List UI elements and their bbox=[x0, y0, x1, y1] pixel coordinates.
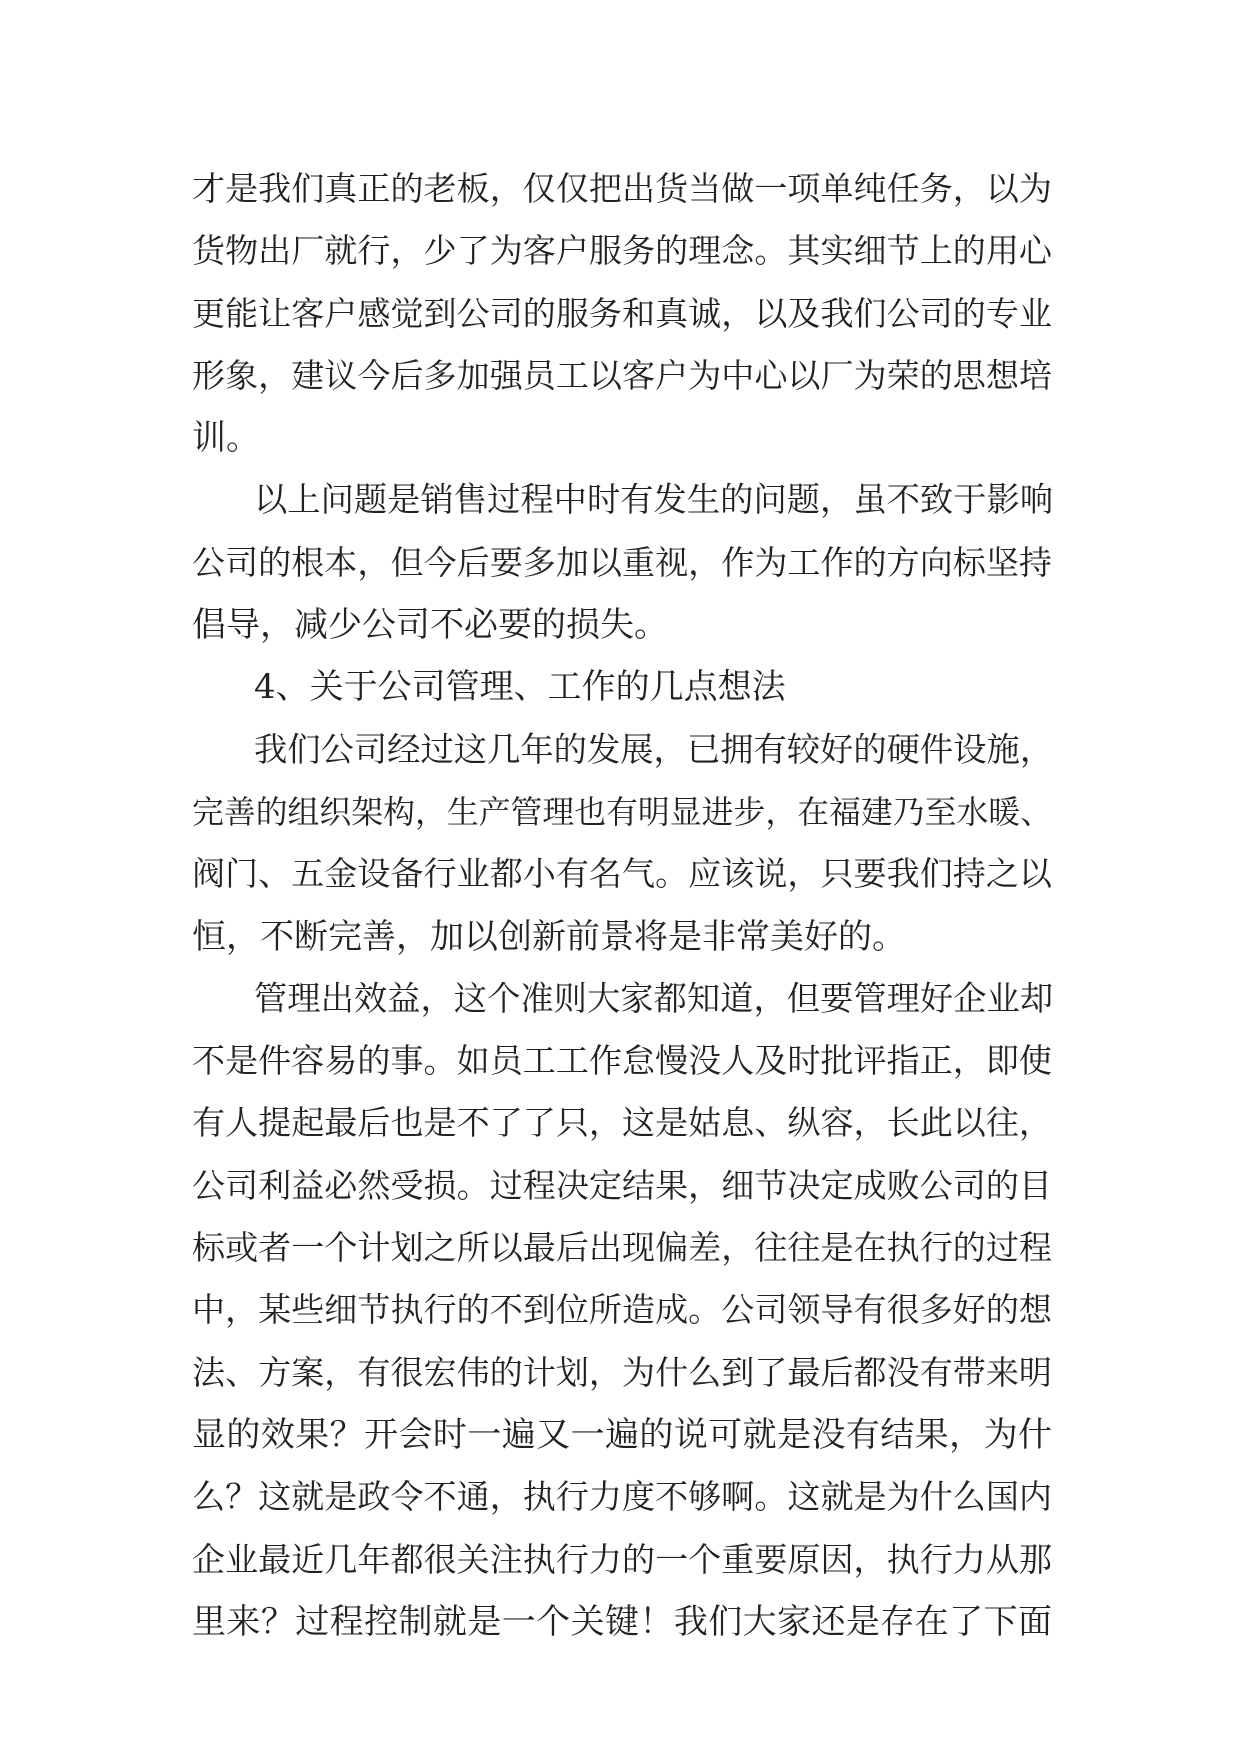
text-line: 阀门、五金设备行业都小有名气。应该说，只要我们持之以 bbox=[192, 854, 1052, 894]
text-line: 更能让客户感觉到公司的服务和真诚，以及我们公司的专业 bbox=[192, 293, 1052, 333]
text-line: 倡导，减少公司不必要的损失。 bbox=[192, 605, 668, 646]
text-line: 里来？过程控制就是一个关键！我们大家还是存在了下面 bbox=[192, 1601, 1052, 1642]
text-line: 公司利益必然受损。过程决定结果，细节决定成败公司的目 bbox=[192, 1165, 1052, 1205]
section-heading: 4、关于公司管理、工作的几点想法 bbox=[254, 667, 786, 708]
text-line: 不是件容易的事。如员工工作怠慢没人及时批评指正，即使 bbox=[192, 1041, 1052, 1081]
text-line: 恒，不断完善，加以创新前景将是非常美好的。 bbox=[192, 916, 906, 957]
text-line: 显的效果？开会时一遍又一遍的说可就是没有结果，为什 bbox=[192, 1414, 1052, 1455]
text-line: 公司的根本，但今后要多加以重视，作为工作的方向标坚持 bbox=[192, 542, 1052, 582]
paragraph-first-line: 我们公司经过这几年的发展，已拥有较好的硬件设施， bbox=[254, 729, 1054, 769]
paragraph-first-line: 管理出效益，这个准则大家都知道，但要管理好企业却 bbox=[254, 978, 1054, 1018]
text-line: 中，某些细节执行的不到位所造成。公司领导有很多好的想 bbox=[192, 1290, 1052, 1330]
text-line: 么？这就是政令不通，执行力度不够啊。这就是为什么国内 bbox=[192, 1477, 1052, 1517]
body-text bbox=[192, 158, 1052, 1653]
paragraph-first-line: 以上问题是销售过程中时有发生的问题，虽不致于影响 bbox=[254, 480, 1054, 520]
text-line: 货物出厂就行，少了为客户服务的理念。其实细节上的用心 bbox=[192, 231, 1052, 271]
text-line: 有人提起最后也是不了了只，这是姑息、纵容，长此以往， bbox=[192, 1103, 1052, 1143]
text-line: 企业最近几年都很关注执行力的一个重要原因，执行力从那 bbox=[192, 1539, 1052, 1579]
text-line: 标或者一个计划之所以最后出现偏差，往往是在执行的过程 bbox=[192, 1228, 1052, 1268]
text-line: 训。 bbox=[192, 418, 260, 459]
text-line: 形象，建议今后多加强员工以客户为中心以厂为荣的思想培 bbox=[192, 355, 1052, 395]
text-line: 法、方案，有很宏伟的计划，为什么到了最后都没有带来明 bbox=[192, 1352, 1052, 1392]
text-line: 才是我们真正的老板，仅仅把出货当做一项单纯任务，以为 bbox=[192, 169, 1052, 208]
text-line: 完善的组织架构，生产管理也有明显进步，在福建乃至水暖、 bbox=[192, 792, 1052, 831]
